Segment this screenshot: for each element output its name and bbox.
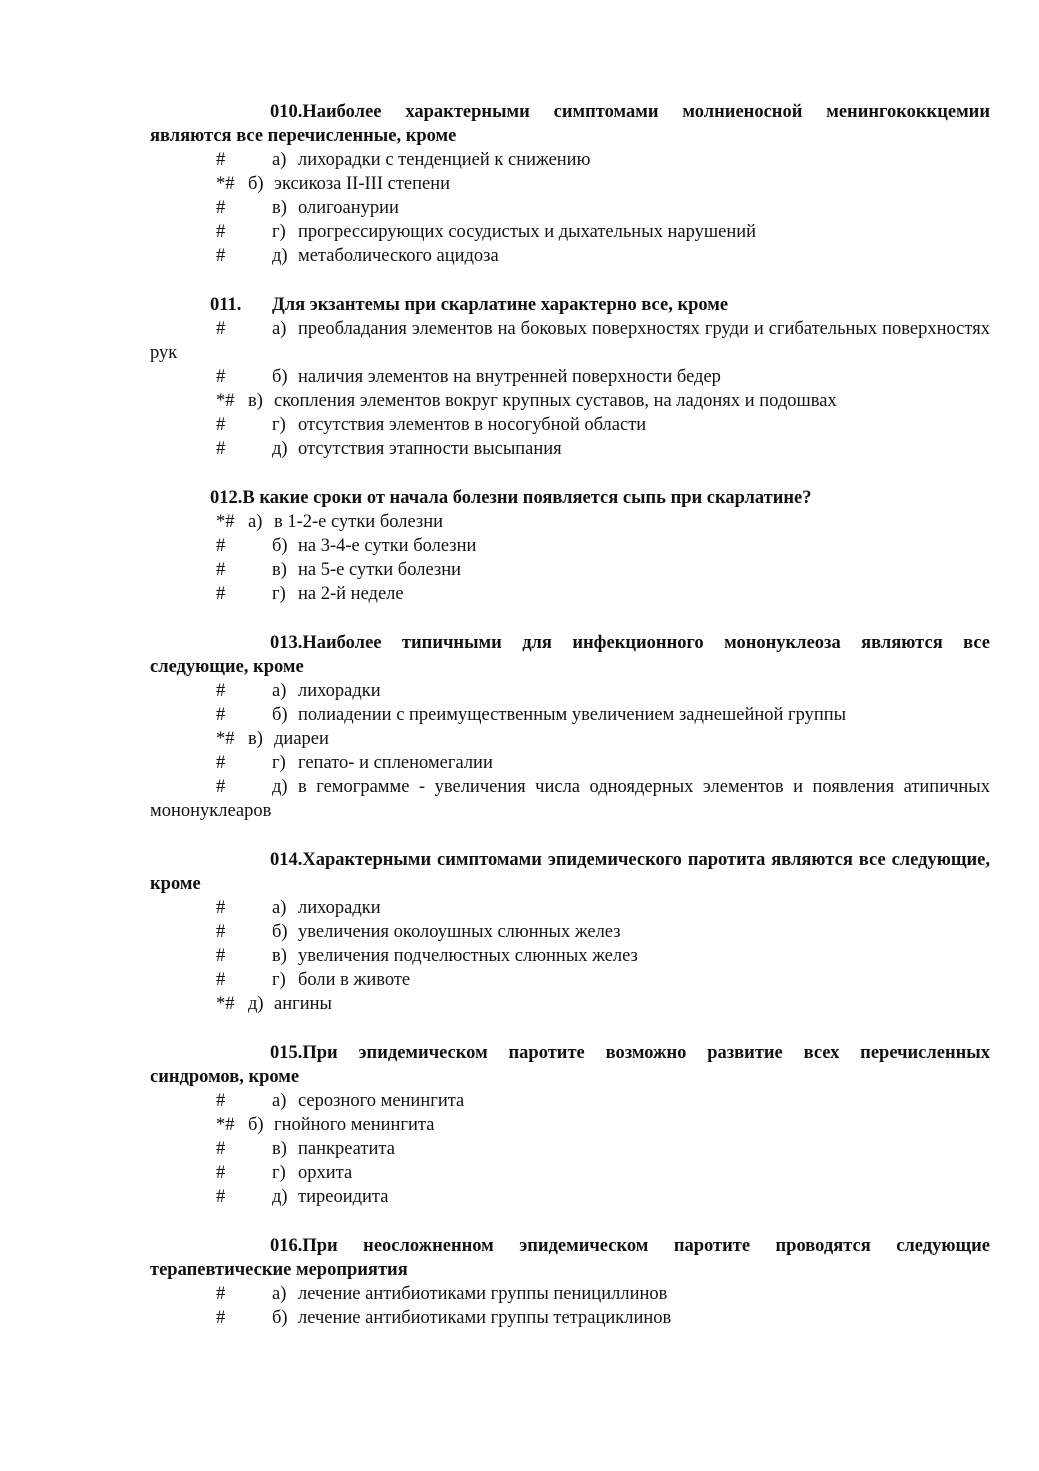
- answer-option: [150, 1137, 990, 1161]
- question-title: [150, 100, 990, 148]
- question-010: [150, 100, 990, 268]
- answer-letter: в): [248, 391, 263, 411]
- question-text: При неосложненном эпидемическом паротите проводятся следующие терапевтические мероприятия: [150, 1236, 990, 1280]
- answer-option: [150, 317, 990, 365]
- answer-mark: #: [216, 367, 226, 387]
- answer-mark: #: [216, 1139, 226, 1159]
- answer-mark: #: [216, 198, 226, 218]
- answer-letter: г): [272, 222, 286, 242]
- answer-mark: #: [216, 898, 226, 918]
- question-number: 015.: [270, 1043, 303, 1063]
- answer-text: гнойного менингита: [274, 1115, 435, 1135]
- answer-mark: *#: [216, 1115, 235, 1135]
- answer-option-correct: [150, 992, 990, 1016]
- answer-letter: д): [272, 439, 288, 459]
- answer-mark: #: [216, 1284, 226, 1304]
- answer-text: отсутствия элементов в носогубной области: [298, 415, 647, 435]
- answer-letter: г): [272, 415, 286, 435]
- answer-mark: #: [216, 222, 226, 242]
- answer-mark: #: [216, 753, 226, 773]
- answer-letter: д): [272, 1187, 288, 1207]
- answer-mark: #: [216, 1308, 226, 1328]
- answer-text: на 3-4-е сутки болезни: [298, 536, 477, 556]
- answer-mark: *#: [216, 391, 235, 411]
- answer-text: увеличения околоушных слюнных желез: [298, 922, 621, 942]
- question-014: [150, 848, 990, 1016]
- answer-text: преобладания элементов на боковых поверхностях груди и сгибательных поверхностях рук: [150, 319, 990, 363]
- answer-option-correct: [150, 172, 990, 196]
- answer-letter: б): [248, 174, 264, 194]
- question-title: [150, 293, 990, 317]
- answer-option: [150, 1089, 990, 1113]
- answer-mark: #: [216, 584, 226, 604]
- question-number: 011.: [210, 295, 242, 315]
- question-text: Наиболее типичными для инфекционного мононуклеоза являются все следующие, кроме: [150, 633, 990, 677]
- answer-letter: а): [272, 1284, 287, 1304]
- answer-mark: #: [216, 319, 226, 339]
- answer-option: [150, 1282, 990, 1306]
- answer-option: [150, 896, 990, 920]
- answer-mark: #: [216, 439, 226, 459]
- answer-text: лечение антибиотиками группы пенициллинов: [298, 1284, 668, 1304]
- question-number: 014.: [270, 850, 303, 870]
- answer-option: [150, 751, 990, 775]
- answer-mark: #: [216, 777, 226, 797]
- answer-letter: б): [272, 705, 288, 725]
- answer-option: [150, 148, 990, 172]
- answer-mark: #: [216, 705, 226, 725]
- answer-mark: #: [216, 922, 226, 942]
- answer-mark: #: [216, 681, 226, 701]
- answer-letter: г): [272, 970, 286, 990]
- answer-option: [150, 1306, 990, 1330]
- answer-option: [150, 244, 990, 268]
- answer-text: орхита: [298, 1163, 353, 1183]
- answer-text: лихорадки с тенденцией к снижению: [298, 150, 591, 170]
- answer-text: диареи: [274, 729, 329, 749]
- answer-option: [150, 365, 990, 389]
- answer-letter: б): [272, 1308, 288, 1328]
- question-text: При эпидемическом паротите возможно развитие всех перечисленных синдромов, кроме: [150, 1043, 990, 1087]
- answer-letter: в): [272, 1139, 287, 1159]
- answer-text: в 1-2-е сутки болезни: [274, 512, 444, 532]
- answer-letter: д): [272, 246, 288, 266]
- answer-option: [150, 582, 990, 606]
- question-text: Наиболее характерными симптомами молниеносной менингококкцемии являются все перечисленные, кроме: [150, 102, 990, 146]
- answer-option: [150, 968, 990, 992]
- answer-text: метаболического ацидоза: [298, 246, 499, 266]
- answer-option: [150, 437, 990, 461]
- answer-letter: в): [272, 946, 287, 966]
- answer-option: [150, 413, 990, 437]
- answer-option: [150, 534, 990, 558]
- answer-letter: д): [272, 777, 288, 797]
- question-title: [150, 848, 990, 896]
- answer-letter: а): [272, 319, 287, 339]
- answer-text: прогрессирующих сосудистых и дыхательных нарушений: [298, 222, 757, 242]
- answer-mark: *#: [216, 729, 235, 749]
- answer-letter: б): [272, 922, 288, 942]
- answer-letter: а): [272, 681, 287, 701]
- answer-text: в гемограмме - увеличения числа одноядерных элементов и появления атипичных мононуклеаров: [150, 777, 990, 821]
- question-text: Характерными симптомами эпидемического паротита являются все следующие, кроме: [150, 850, 990, 894]
- question-011: [150, 293, 990, 461]
- answer-mark: *#: [216, 512, 235, 532]
- question-number: 013.: [270, 633, 303, 653]
- answer-letter: в): [272, 198, 287, 218]
- question-number: 010.: [270, 102, 303, 122]
- answer-mark: #: [216, 970, 226, 990]
- question-title: [150, 1041, 990, 1089]
- answer-mark: *#: [216, 174, 235, 194]
- answer-text: лечение антибиотиками группы тетрациклинов: [298, 1308, 672, 1328]
- answer-letter: а): [272, 1091, 287, 1111]
- question-title: [150, 631, 990, 679]
- answer-letter: д): [248, 994, 264, 1014]
- answer-text: серозного менингита: [298, 1091, 465, 1111]
- answer-mark: #: [216, 246, 226, 266]
- answer-letter: г): [272, 753, 286, 773]
- question-012: [150, 486, 990, 606]
- answer-text: тиреоидита: [298, 1187, 389, 1207]
- question-016: [150, 1234, 990, 1330]
- answer-mark: *#: [216, 994, 235, 1014]
- answer-text: полиадении с преимущественным увеличением заднешейной группы: [298, 705, 847, 725]
- answer-option: [150, 1185, 990, 1209]
- answer-text: увеличения подчелюстных слюнных желез: [298, 946, 638, 966]
- question-text: Для экзантемы при скарлатине характерно все, кроме: [272, 295, 729, 315]
- answer-text: панкреатита: [298, 1139, 395, 1159]
- answer-letter: а): [272, 150, 287, 170]
- answer-letter: б): [272, 536, 288, 556]
- answer-letter: а): [272, 898, 287, 918]
- answer-text: ангины: [274, 994, 332, 1014]
- answer-text: лихорадки: [298, 898, 381, 918]
- question-013: [150, 631, 990, 823]
- answer-text: эксикоза II-III степени: [274, 174, 451, 194]
- answer-text: отсутствия этапности высыпания: [298, 439, 562, 459]
- answer-mark: #: [216, 1163, 226, 1183]
- answer-option: [150, 196, 990, 220]
- answer-option: [150, 703, 990, 727]
- answer-text: боли в животе: [298, 970, 411, 990]
- question-number: 012.: [210, 488, 243, 508]
- answer-option: [150, 1161, 990, 1185]
- answer-mark: #: [216, 946, 226, 966]
- answer-option: [150, 944, 990, 968]
- answer-text: наличия элементов на внутренней поверхности бедер: [298, 367, 721, 387]
- answer-letter: в): [248, 729, 263, 749]
- answer-letter: г): [272, 584, 286, 604]
- question-number: 016.: [270, 1236, 303, 1256]
- question-title: [150, 1234, 990, 1282]
- answer-mark: #: [216, 150, 226, 170]
- answer-text: на 5-е сутки болезни: [298, 560, 461, 580]
- question-text: В какие сроки от начала болезни появляется сыпь при скарлатине?: [242, 488, 812, 508]
- answer-option: [150, 920, 990, 944]
- answer-option: [150, 558, 990, 582]
- answer-mark: #: [216, 536, 226, 556]
- answer-text: скопления элементов вокруг крупных суставов, на ладонях и подошвах: [274, 391, 837, 411]
- answer-option: [150, 775, 990, 823]
- answer-letter: б): [248, 1115, 264, 1135]
- answer-letter: в): [272, 560, 287, 580]
- answer-letter: а): [248, 512, 263, 532]
- answer-text: олигоанурии: [298, 198, 399, 218]
- answer-text: гепато- и спленомегалии: [298, 753, 493, 773]
- answer-option: [150, 679, 990, 703]
- question-title: [150, 486, 990, 510]
- answer-letter: б): [272, 367, 288, 387]
- answer-option-correct: [150, 727, 990, 751]
- answer-letter: г): [272, 1163, 286, 1183]
- answer-text: на 2-й неделе: [298, 584, 404, 604]
- answer-text: лихорадки: [298, 681, 381, 701]
- answer-mark: #: [216, 1091, 226, 1111]
- answer-option-correct: [150, 1113, 990, 1137]
- question-015: [150, 1041, 990, 1209]
- answer-mark: #: [216, 1187, 226, 1207]
- answer-option-correct: [150, 510, 990, 534]
- answer-option: [150, 220, 990, 244]
- answer-option-correct: [150, 389, 990, 413]
- answer-mark: #: [216, 560, 226, 580]
- answer-mark: #: [216, 415, 226, 435]
